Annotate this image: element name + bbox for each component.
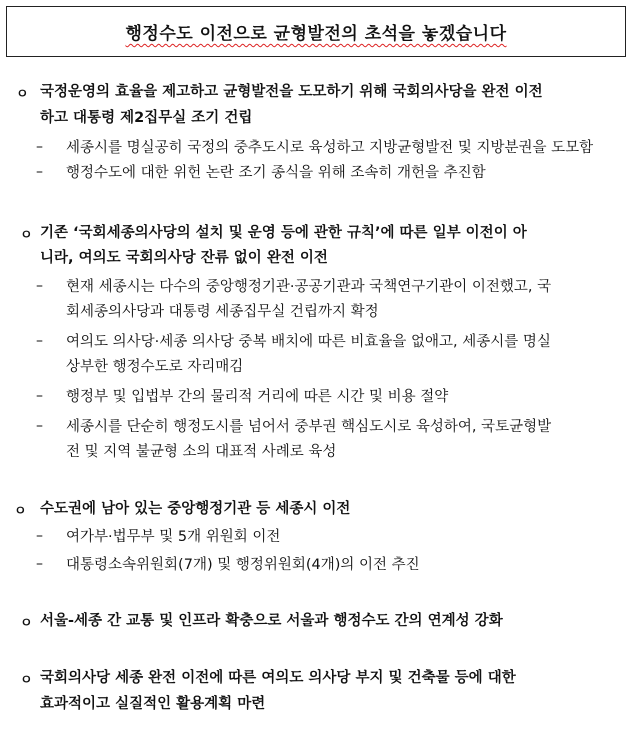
section-heading-line: 수도권에 남아 있는 중앙행정기관 등 세종시 이전: [40, 501, 351, 517]
list-item-line: 대통령소속위원회(7개) 및 행정위원회(4개)의 이전 추진: [66, 557, 420, 573]
section-heading-line: 니라, 여의도 국회의사당 잔류 없이 완전 이전: [40, 250, 328, 266]
dash-marker: –: [36, 556, 43, 572]
list-item-line: 여의도 의사당·세종 의사당 중복 배치에 따른 비효율을 없애고, 세종시를 명실: [66, 334, 551, 350]
section-heading-line: 기존 ‘국회세종의사당의 설치 및 운영 등에 관한 규칙’에 따른 일부 이전이 아: [40, 225, 527, 241]
section-heading-line: 하고 대통령 제2집무실 조기 건립: [40, 110, 253, 126]
list-item-line: 세종시를 단순히 행정도시를 넘어서 중부권 핵심도시로 육성하여, 국토균형발: [66, 419, 552, 435]
bullet-marker: ㅇ: [20, 228, 33, 243]
list-item-line: 행정수도에 대한 위헌 논란 조기 종식을 위해 조속히 개헌을 추진함: [66, 165, 486, 181]
dash-marker: –: [36, 164, 43, 180]
bullet-marker: ㅇ: [16, 87, 29, 102]
dash-marker: –: [36, 418, 43, 434]
dash-marker: –: [36, 333, 43, 349]
bullet-marker: ㅇ: [20, 616, 33, 631]
dash-marker: –: [36, 528, 43, 544]
dash-marker: –: [36, 278, 43, 294]
page-title: 행정수도 이전으로 균형발전의 초석을 놓겠습니다: [125, 24, 507, 44]
dash-marker: –: [36, 388, 43, 404]
list-item-line: 전 및 지역 불균형 소의 대표적 사례로 육성: [66, 444, 337, 460]
bullet-marker: ㅇ: [20, 673, 33, 688]
list-item-line: 행정부 및 입법부 간의 물리적 거리에 따른 시간 및 비용 절약: [66, 389, 449, 405]
section-heading-line: 서울-세종 간 교통 및 인프라 확충으로 서울과 행정수도 간의 연계성 강화: [40, 613, 503, 629]
section-heading-line: 효과적이고 실질적인 활용계획 마련: [40, 696, 266, 712]
list-item-line: 현재 세종시는 다수의 중앙행정기관·공공기관과 국책연구기관이 이전했고, 국: [66, 279, 552, 295]
list-item-line: 세종시를 명실공히 국정의 중추도시로 육성하고 지방균형발전 및 지방분권을 도모함: [66, 140, 594, 156]
list-item-line: 회세종의사당과 대통령 세종집무실 건립까지 확정: [66, 304, 379, 320]
bullet-marker: ㅇ: [14, 504, 27, 519]
title-box: [6, 6, 626, 57]
list-item-line: 여가부·법무부 및 5개 위원회 이전: [66, 529, 281, 545]
list-item-line: 상부한 행정수도로 자리매김: [66, 359, 244, 375]
dash-marker: –: [36, 139, 43, 155]
section-heading-line: 국회의사당 세종 완전 이전에 따른 여의도 의사당 부지 및 건축물 등에 대한: [40, 670, 516, 686]
section-heading-line: 국정운영의 효율을 제고하고 균형발전을 도모하기 위해 국회의사당을 완전 이전: [40, 84, 543, 100]
